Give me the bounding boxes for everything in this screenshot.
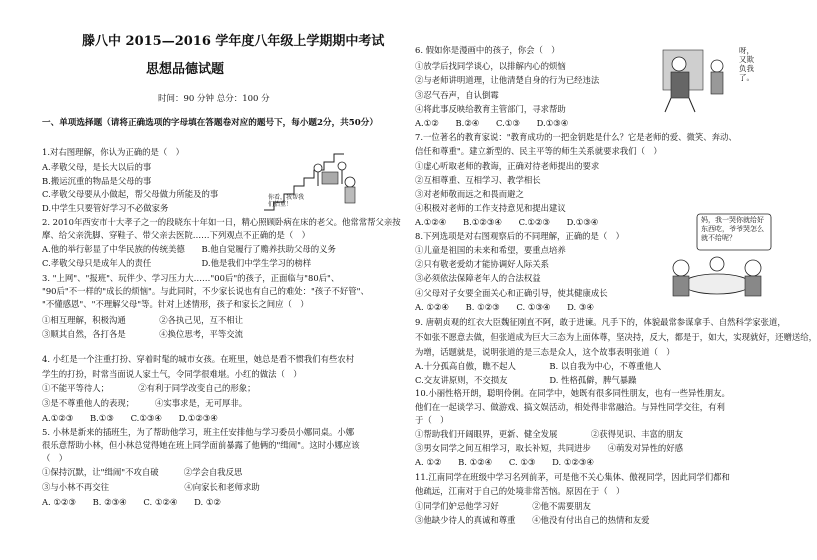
question-line: ①虚心听取老师的教诲，正确对待老师提出的要求	[415, 161, 600, 171]
question-line: ①相互理解，积极沟通 ②各执己见，互不相让	[42, 315, 243, 325]
question-line: ①保持沉默，让"缉闹"不攻自破 ②学会自我反思	[42, 467, 243, 477]
question-line: A. ①②④ B. ①②③ C. ①③④ D. ③④	[415, 302, 594, 312]
question-line: A.①② B.②④ C.①③ D.①③④	[415, 118, 569, 128]
question-line: C.孝敬父母要从小做起，帮父母做力所能及的事	[42, 189, 219, 199]
question-line: ③忍气吞声，自认倒霉	[415, 90, 499, 100]
question-line: 9. 唐朝贞观的红衣大臣魏征刚直不阿，敢于进谏。凡手下的，体貌最常参谋拿手、自然科学家张道，	[415, 317, 786, 327]
q1-caption: 你看，我帮我们抬重！	[268, 194, 305, 208]
question-line: 10.小丽性格开朗，聪明伶俐。在同学中，她既有很多同性朋友，也有一些异性朋友。	[415, 388, 730, 398]
question-line: 为增，话题就是，说明张道的是三态是众人，这个故事表明张道（ ）	[415, 347, 675, 357]
question-line: A.孝敬父母，是长大以后的事	[42, 162, 152, 172]
question-line: ①同学们妒忌他学习好 ②他不需要朋友	[415, 501, 591, 511]
q1-illustration	[262, 142, 362, 212]
question-line: C.孝敬父母只是成年人的责任 D.他是我们中学生学习的榜样	[42, 258, 312, 268]
question-line: ③与小林不再交往 ④向家长和老师求助	[42, 482, 260, 492]
question-line: 摩、给父亲洗脚、穿鞋子、带父亲去医院……下列观点不正确的是（ ）	[42, 230, 310, 240]
q6-bubble: 呀，又欺负我了。	[739, 46, 754, 82]
question-line: "90后"不一样的"成长的烦恼"。与此同时，不少家长说也有自己的难处："孩子不好管"、	[42, 286, 369, 296]
question-line: 11.江南同学在班级中学习名列前茅，可是他不关心集体、傲视同学，因此同学们都和	[415, 472, 730, 482]
question-line: ④将此事反映给教育主管部门，寻求帮助	[415, 104, 566, 114]
question-line: （ ）	[42, 453, 68, 463]
question-line: ③必须依法保障老年人的合法权益	[415, 273, 541, 283]
question-line: A.①②③ B.①③ C.①③④ D.①②③④	[42, 413, 218, 423]
question-line: 信任和尊重"。建立新型的、民主平等的师生关系就要求我们（ ）	[415, 146, 662, 156]
question-line: A. ①②③ B. ②③④ C. ①②④ D. ①②	[42, 497, 221, 507]
q8-illustration	[661, 212, 773, 304]
question-line: ③男女同学之间互相学习，取长补短，共同进步 ④萌发对异性的好感	[415, 443, 683, 453]
question-line: ③顺其自然，各打各是 ④换位思考，平等交流	[42, 329, 243, 339]
question-line: 不如张不愿意去做，但张道成为巨大三态为上面体尊，坚决持，反大，都是于，如大，实现就好，还赠送给，	[415, 332, 817, 342]
question-line: 6. 假如你是漫画中的孩子，你会（ ）	[415, 45, 560, 55]
question-line: ②只有敬老爱幼才能协调好人际关系	[415, 259, 549, 269]
question-line: ②与老师讲明道理，让他清楚自身的行为已经违法	[415, 75, 600, 85]
question-line: A.他的举行彰显了中华民族的传统美德 B.他自觉履行了赡养扶助父母的义务	[42, 244, 336, 254]
question-line: 5. 小林是新来的插班生，为了帮助他学习，班主任安排他与学习委员小娜同桌。小娜	[42, 427, 355, 437]
question-line: ①放学后找同学谈心，以排解内心的烦恼	[415, 61, 566, 71]
exam-title: 滕八中 2015—2016 学年度八年级上学期期中考试	[82, 34, 385, 49]
question-line: ①不能平等待人； ②有利于同学改变自己的形象；	[42, 383, 256, 393]
section-heading: 一、单项选择题（请将正确选项的字母填在答题卷对应的题号下，每小题2分，共50分）	[42, 118, 378, 128]
question-line: 很乐意帮助小林，但小林总觉得她在班上同学面前暴露了他俩的"缉闹"。这时小娜应该	[42, 440, 360, 450]
question-line: ①儿童是祖国的未来和希望，要重点培养	[415, 245, 566, 255]
question-line: 学生的打扮，时常当面说人家土气，令同学很难堪。小红的做法（ ）	[42, 369, 302, 379]
question-line: 3. "上网"、"报班"、玩伴少、学习压力大……"00后"的孩子，正面临与"80后"、	[42, 273, 340, 283]
question-line: A.①②④ B.①②③④ C.①②③ D.①③④	[415, 217, 599, 227]
question-line: "不懂感恩"、"不理解父母"等。针对上述情形，孩子和家长之间应（ ）	[42, 299, 309, 309]
question-line: 4. 小红是一个注重打扮、穿着时髦的城市女孩。在班里，她总是看不惯我们有些农村	[42, 354, 355, 364]
question-line: ①帮助我们开阔眼界，更新、健全发展 ②获得见识、丰富的朋友	[415, 429, 683, 439]
question-line: ③是不尊重他人的表现； ④实事求是，无可厚非。	[42, 398, 248, 408]
exam-subtitle: 思想品德试题	[146, 62, 225, 77]
question-line: A. ①② B. ①②④ C. ①③ D. ①②③④	[415, 457, 594, 467]
question-line: 他们在一起谈学习、做游戏、搞文娱活动，相处得非常融洽。与异性同学交往，有利	[415, 402, 725, 412]
question-line: 于（ ）	[415, 415, 449, 425]
question-line: ③对老师敬而远之和畏而避之	[415, 189, 524, 199]
q6-illustration	[635, 44, 763, 116]
q8-bubble: 妈，我一哭你就给好东西吃，爷爷哭怎么就不给呢？	[701, 216, 764, 242]
question-line: ②互相尊重、互相学习、教学相长	[415, 175, 541, 185]
question-line: 8.下列选项是对右图观察后的不同理解，正确的是（ ）	[415, 231, 624, 241]
question-line: B.搬运沉重的物品是父母的事	[42, 176, 152, 186]
question-line: C.交友讲原则，不交损友 D. 性格孤僻，脾气暴躁	[415, 375, 637, 385]
exam-meta: 时间：90 分钟 总分：100 分	[158, 94, 270, 104]
question-line: 他疏远，江南对于自己的处境非常苦恼。原因在于（ ）	[415, 486, 625, 496]
question-line: ④积极对老师的工作支持意见和提出建议	[415, 203, 566, 213]
question-line: 7.一位著名的教育家说："教育成功的一把金钥匙是什么？它是老师的爱、微笑、奔动、	[415, 132, 737, 142]
question-line: ④父母对子女要全面关心和正确引导，使其健康成长	[415, 288, 608, 298]
question-line: ③他缺少待人的真诚和尊重 ④他没有付出自己的热情和友爱	[415, 515, 650, 525]
question-line: A.十分孤高自傲，瞧不起人 B. 以自我为中心，不尊重他人	[415, 361, 662, 371]
question-line: 1.对右图理解，你认为正确的是（ ）	[42, 147, 184, 157]
question-line: 2. 2010年西安市十大孝子之一的段晓东十年如一日，精心照顾卧病在床的老父。他常常帮父亲按	[42, 217, 401, 227]
question-line: D.中学生只要管好学习不必做家务	[42, 203, 169, 213]
